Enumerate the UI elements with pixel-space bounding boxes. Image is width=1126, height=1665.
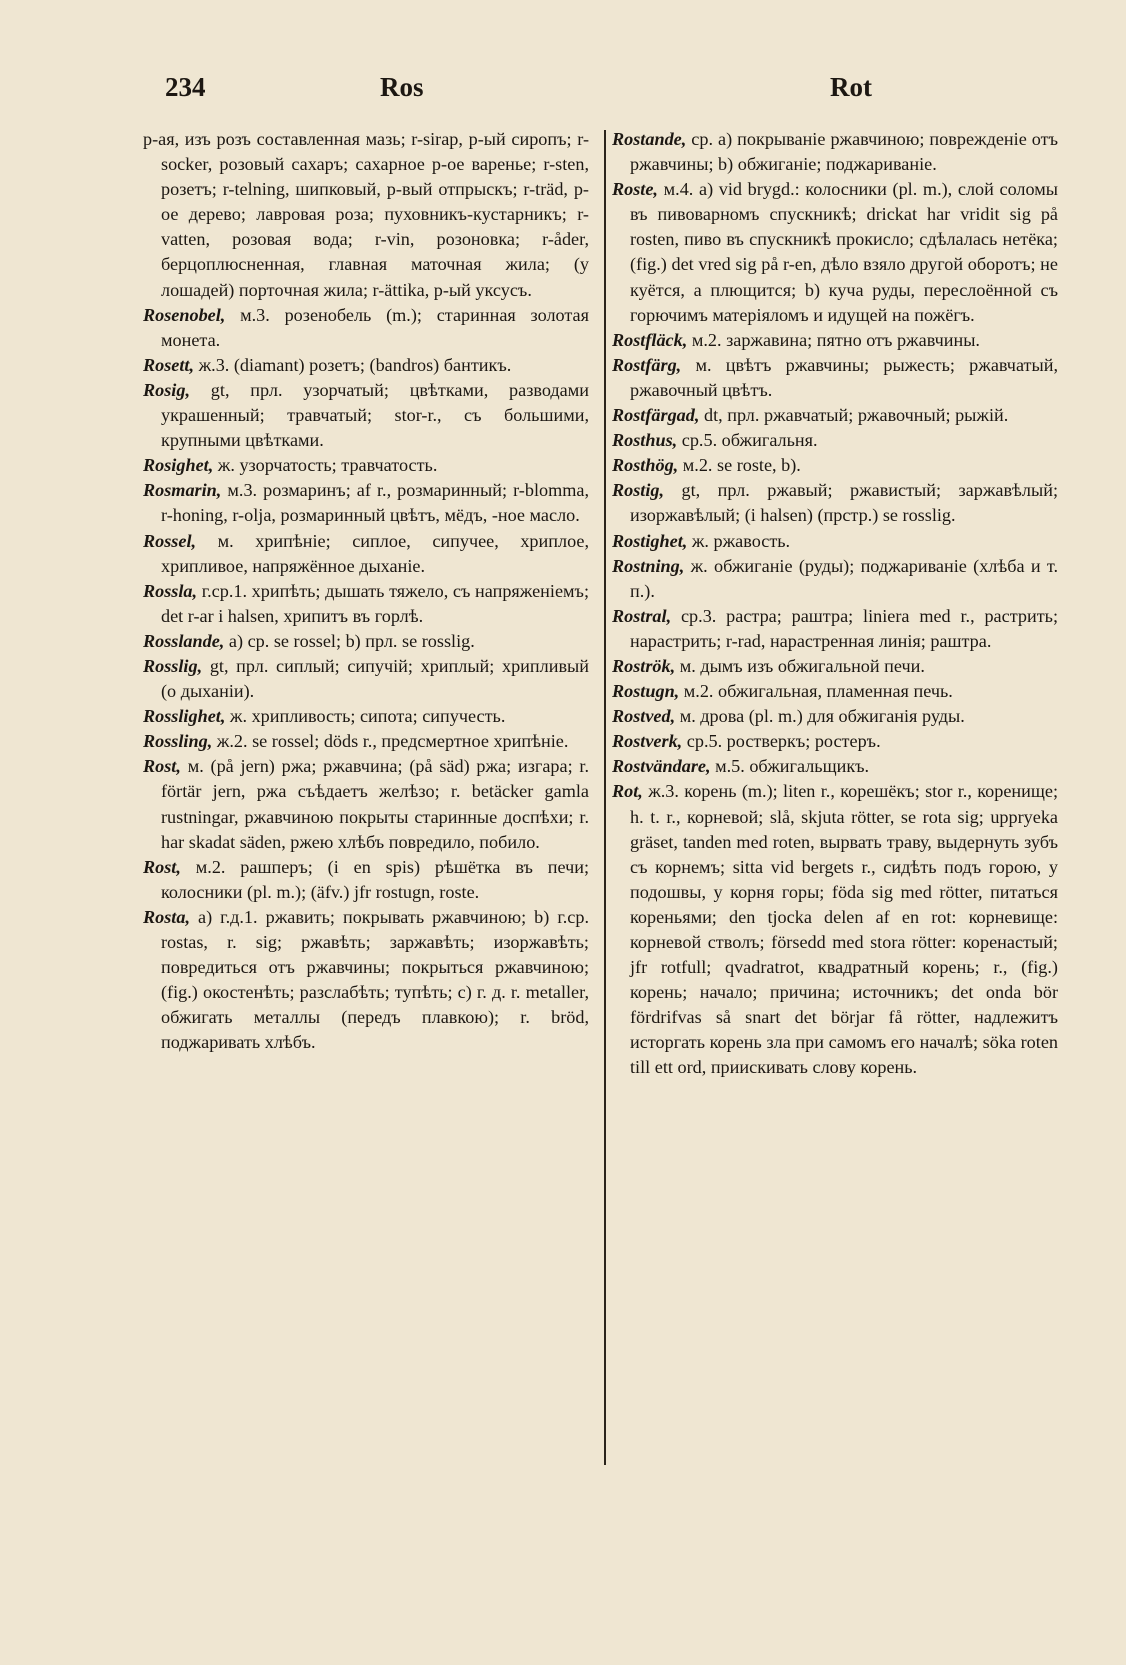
entry-headword: Roste, xyxy=(612,179,658,200)
entry-definition: м. дрова (pl. m.) для обжиганія руды. xyxy=(679,706,965,727)
dictionary-entry xyxy=(612,453,1058,478)
entry-definition: ж. ржавость. xyxy=(691,530,791,551)
dictionary-entry xyxy=(143,303,589,353)
entry-headword: Rost, xyxy=(143,756,181,777)
dictionary-entry xyxy=(143,529,589,579)
entry-definition: м.3. розмаринъ; af r., розмаринный; r-blomma, r-honing, r-olja, розмаринный цвѣтъ, мёдъ, -ное масло. xyxy=(161,480,590,526)
dictionary-entry xyxy=(612,754,1058,779)
entry-definition: ж.2. se rossel; döds r., предсмертное хрипѣніе. xyxy=(216,731,569,752)
entry-headword: Rostugn, xyxy=(612,681,680,702)
entry-definition: ж.3. (diamant) розетъ; (bandros) бантикъ. xyxy=(198,354,512,375)
entry-headword: Rostfläck, xyxy=(612,329,688,350)
entry-headword: Rosthus, xyxy=(612,430,678,451)
left-running-headword: Ros xyxy=(380,72,424,102)
entry-definition: a) г.д.1. ржавить; покрывать ржавчиною; b) г.ср. rostas, r. sig; ржавѣть; заржавѣть; изоржавѣть; повредиться отъ ржавчины; покрыться ржавчиною; (fig.) окостенѣть; разслабѣть; тупѣть; c) г. д. r. metaller, обжигать металлы (передъ плавкою); r. bröd, поджаривать хлѣбъ. xyxy=(161,906,589,1053)
entry-headword: Rot, xyxy=(612,781,643,802)
entry-definition: ср.5. обжигальня. xyxy=(681,430,818,451)
entry-definition: gt, прл. узорчатый; цвѣтками, разводами украшенный; травчатый; stor-r., съ большими, крупными цвѣтками. xyxy=(161,379,590,451)
entry-definition: м.2. заржавина; пятно отъ ржавчины. xyxy=(691,329,980,350)
entry-headword: Rosthög, xyxy=(612,455,679,476)
dictionary-entry xyxy=(143,855,589,905)
entry-definition: ср.5. ростверкъ; ростеръ. xyxy=(686,731,881,752)
dictionary-entry xyxy=(612,604,1058,654)
dictionary-entry xyxy=(143,704,589,729)
right-running-headword: Rot xyxy=(830,72,872,102)
dictionary-entry xyxy=(612,353,1058,403)
page-header xyxy=(150,72,976,112)
entry-headword: Rosta, xyxy=(143,906,190,927)
entry-headword: Rostved, xyxy=(612,706,676,727)
entry-headword: Rosmarin, xyxy=(143,480,222,501)
entry-headword: Rostral, xyxy=(612,605,672,626)
dictionary-entry xyxy=(143,378,589,453)
entry-definition: р-ая, изъ розъ составленная мазь; r-sirap, р-ый сиропъ; r-socker, розовый сахаръ; сахарное р-ое варенье; r-sten, розетъ; r-telning, шипковый, р-вый отпрыскъ; r-träd, р-ое дерево; лавровая роза; пуховникъ-кустарникъ; r-vatten, розовая вода; r-vin, розоновка; r-åder, берцоплюсненная, главная маточная жила; (у лошадей) портoчная жила; r-ättika, р-ый уксусъ. xyxy=(143,129,589,300)
entry-headword: Rostfärg, xyxy=(612,354,682,375)
dictionary-entry xyxy=(612,529,1058,554)
entry-definition: м.4. a) vid brygd.: колосники (pl. m.), слой соломы въ пивоварномъ спускникѣ; drickat har vridit sig på rosten, пиво въ спускникѣ прокисло; сдѣлалась нетёка; (fig.) det vred sig på r-en, дѣло взяло другой оборотъ; не куётся, а плющится; b) куча руды, переслоённой съ горючимъ матеріяломъ и идущей на пожёгъ. xyxy=(630,179,1058,325)
entry-definition: ср. a) покрываніе ржавчиною; поврежденіе отъ ржавчины; b) обжиганіе; поджариваніе. xyxy=(630,129,1058,175)
dictionary-entry xyxy=(143,754,589,854)
entry-headword: Rosslighet, xyxy=(143,706,226,727)
entry-definition: м. хрипѣніе; сиплое, сипучее, хриплое, хрипливое, напряжённое дыханіе. xyxy=(161,530,590,576)
dictionary-entry xyxy=(143,729,589,754)
entry-headword: Rosett, xyxy=(143,354,195,375)
dictionary-entry xyxy=(612,428,1058,453)
page-number: 234 xyxy=(165,72,206,102)
dictionary-entry xyxy=(612,403,1058,428)
entry-headword: Rostvändare, xyxy=(612,756,711,777)
entry-definition: м.5. обжигальщикъ. xyxy=(715,756,870,777)
entry-headword: Rost, xyxy=(143,856,181,877)
entry-headword: Rosighet, xyxy=(143,455,214,476)
entry-headword: Rostande, xyxy=(612,129,687,149)
dictionary-entry xyxy=(143,629,589,654)
dictionary-entry xyxy=(612,478,1058,528)
entry-definition: gt, прл. сиплый; сипучій; хриплый; хрипливый (о дыханіи). xyxy=(161,655,590,702)
entry-definition: м. цвѣтъ ржавчины; рыжесть; ржавчатый, ржавочный цвѣтъ. xyxy=(630,354,1058,400)
dictionary-entry xyxy=(612,554,1058,604)
entry-definition: м.2. обжигальная, пламенная печь. xyxy=(683,681,953,702)
dictionary-entry xyxy=(612,704,1058,729)
entry-definition: м.2. se roste, b). xyxy=(682,455,801,476)
dictionary-entry xyxy=(612,177,1058,328)
entry-definition: м. дымъ изъ обжигальной печи. xyxy=(679,655,925,676)
entry-definition: ж.3. корень (m.); liten r., корешёкъ; stor r., коренище; h. t. r., корневой; slå, skjuta rötter, se rota sig; uppryeka gräset, tanden med roten, вырвать траву, выдернуть зубъ съ корнемъ; sitta vid bergets r., сидѣть подъ горою, у подошвы, у корня горы; föda sig med rötter, питаться кореньями; den tjocka delen af en rot: корневище: корневой стволъ; försedd med stora rötter: коренастый; jfr rotfull; qvadratrot, квадратный корень; r., (fig.) корень; начало; причина; источникъ; det onda bör fördrifvas så snart det börjar få rötter, надлежитъ исторгать корень зла при самомъ его началѣ; söka roten till ett ord, приискивать слову корень. xyxy=(630,781,1059,1078)
dictionary-entry xyxy=(143,654,589,704)
entry-headword: Rostig, xyxy=(612,480,665,501)
dictionary-entry xyxy=(143,453,589,478)
dictionary-entry xyxy=(612,328,1058,353)
entry-definition: dt, прл. ржавчатый; ржавочный; рыжій. xyxy=(703,405,1009,426)
entry-headword: Rostighet, xyxy=(612,530,688,551)
entry-headword: Rosig, xyxy=(143,379,190,400)
entry-headword: Roströk, xyxy=(612,655,676,676)
left-column xyxy=(143,127,589,1055)
entry-headword: Rostning, xyxy=(612,555,685,576)
entry-definition: gt, прл. ржавый; ржавистый; заржавѣлый; изоржавѣлый; (i halsen) (прстр.) se rosslig. xyxy=(630,480,1059,526)
dictionary-entry xyxy=(612,679,1058,704)
dictionary-entry xyxy=(143,905,589,1056)
entry-headword: Rosslande, xyxy=(143,630,225,651)
dictionary-entry xyxy=(612,729,1058,754)
column-divider xyxy=(604,130,606,1465)
dictionary-entry xyxy=(143,127,589,303)
entry-headword: Rossling, xyxy=(143,731,213,752)
entry-headword: Rosslig, xyxy=(143,655,203,676)
entry-definition: г.ср.1. хрипѣть; дышать тяжело, съ напряженіемъ; det r-ar i halsen, хрипитъ въ горлѣ. xyxy=(161,580,589,626)
dictionary-entry xyxy=(143,353,589,378)
entry-definition: ср.3. растра; раштра; liniera med r., растрить; нарастрить; r-rad, нарастренная линія; раштра. xyxy=(630,605,1058,651)
entry-definition: м.2. рашперъ; (i en spis) рѣшётка въ печи; колосники (pl. m.); (äfv.) jfr rostugn, roste. xyxy=(161,856,590,902)
entry-definition: a) ср. se rossel; b) прл. se rosslig. xyxy=(228,630,475,651)
entry-definition: м. (på jern) ржа; ржавчина; (på säd) ржа; изгара; r. förtär jern, ржа съѣдаетъ желѣзо; r. betäcker gamla rustningar, ржавчиною покрыты старинные доспѣхи; r. har skadat säden, ржею хлѣбъ повредило, побило. xyxy=(161,756,590,852)
entry-definition: ж. обжиганіе (руды); поджариваніе (хлѣба и т. п.). xyxy=(630,555,1059,601)
dictionary-entry xyxy=(143,579,589,629)
dictionary-entry xyxy=(612,127,1058,177)
dictionary-entry xyxy=(612,654,1058,679)
dictionary-entry xyxy=(612,779,1058,1080)
entry-headword: Rostverk, xyxy=(612,731,683,752)
entry-definition: ж. узорчатость; травчатость. xyxy=(217,455,438,476)
entry-headword: Rossla, xyxy=(143,580,198,601)
right-column xyxy=(612,127,1058,1081)
entry-headword: Rosenobel, xyxy=(143,304,226,325)
entry-headword: Rostfärgad, xyxy=(612,405,700,426)
entry-definition: ж. хрипливость; сипота; сипучесть. xyxy=(229,706,506,727)
entry-headword: Rossel, xyxy=(143,530,197,551)
dictionary-entry xyxy=(143,478,589,528)
entry-definition: м.3. розенобель (m.); старинная золотая монета. xyxy=(161,304,589,350)
